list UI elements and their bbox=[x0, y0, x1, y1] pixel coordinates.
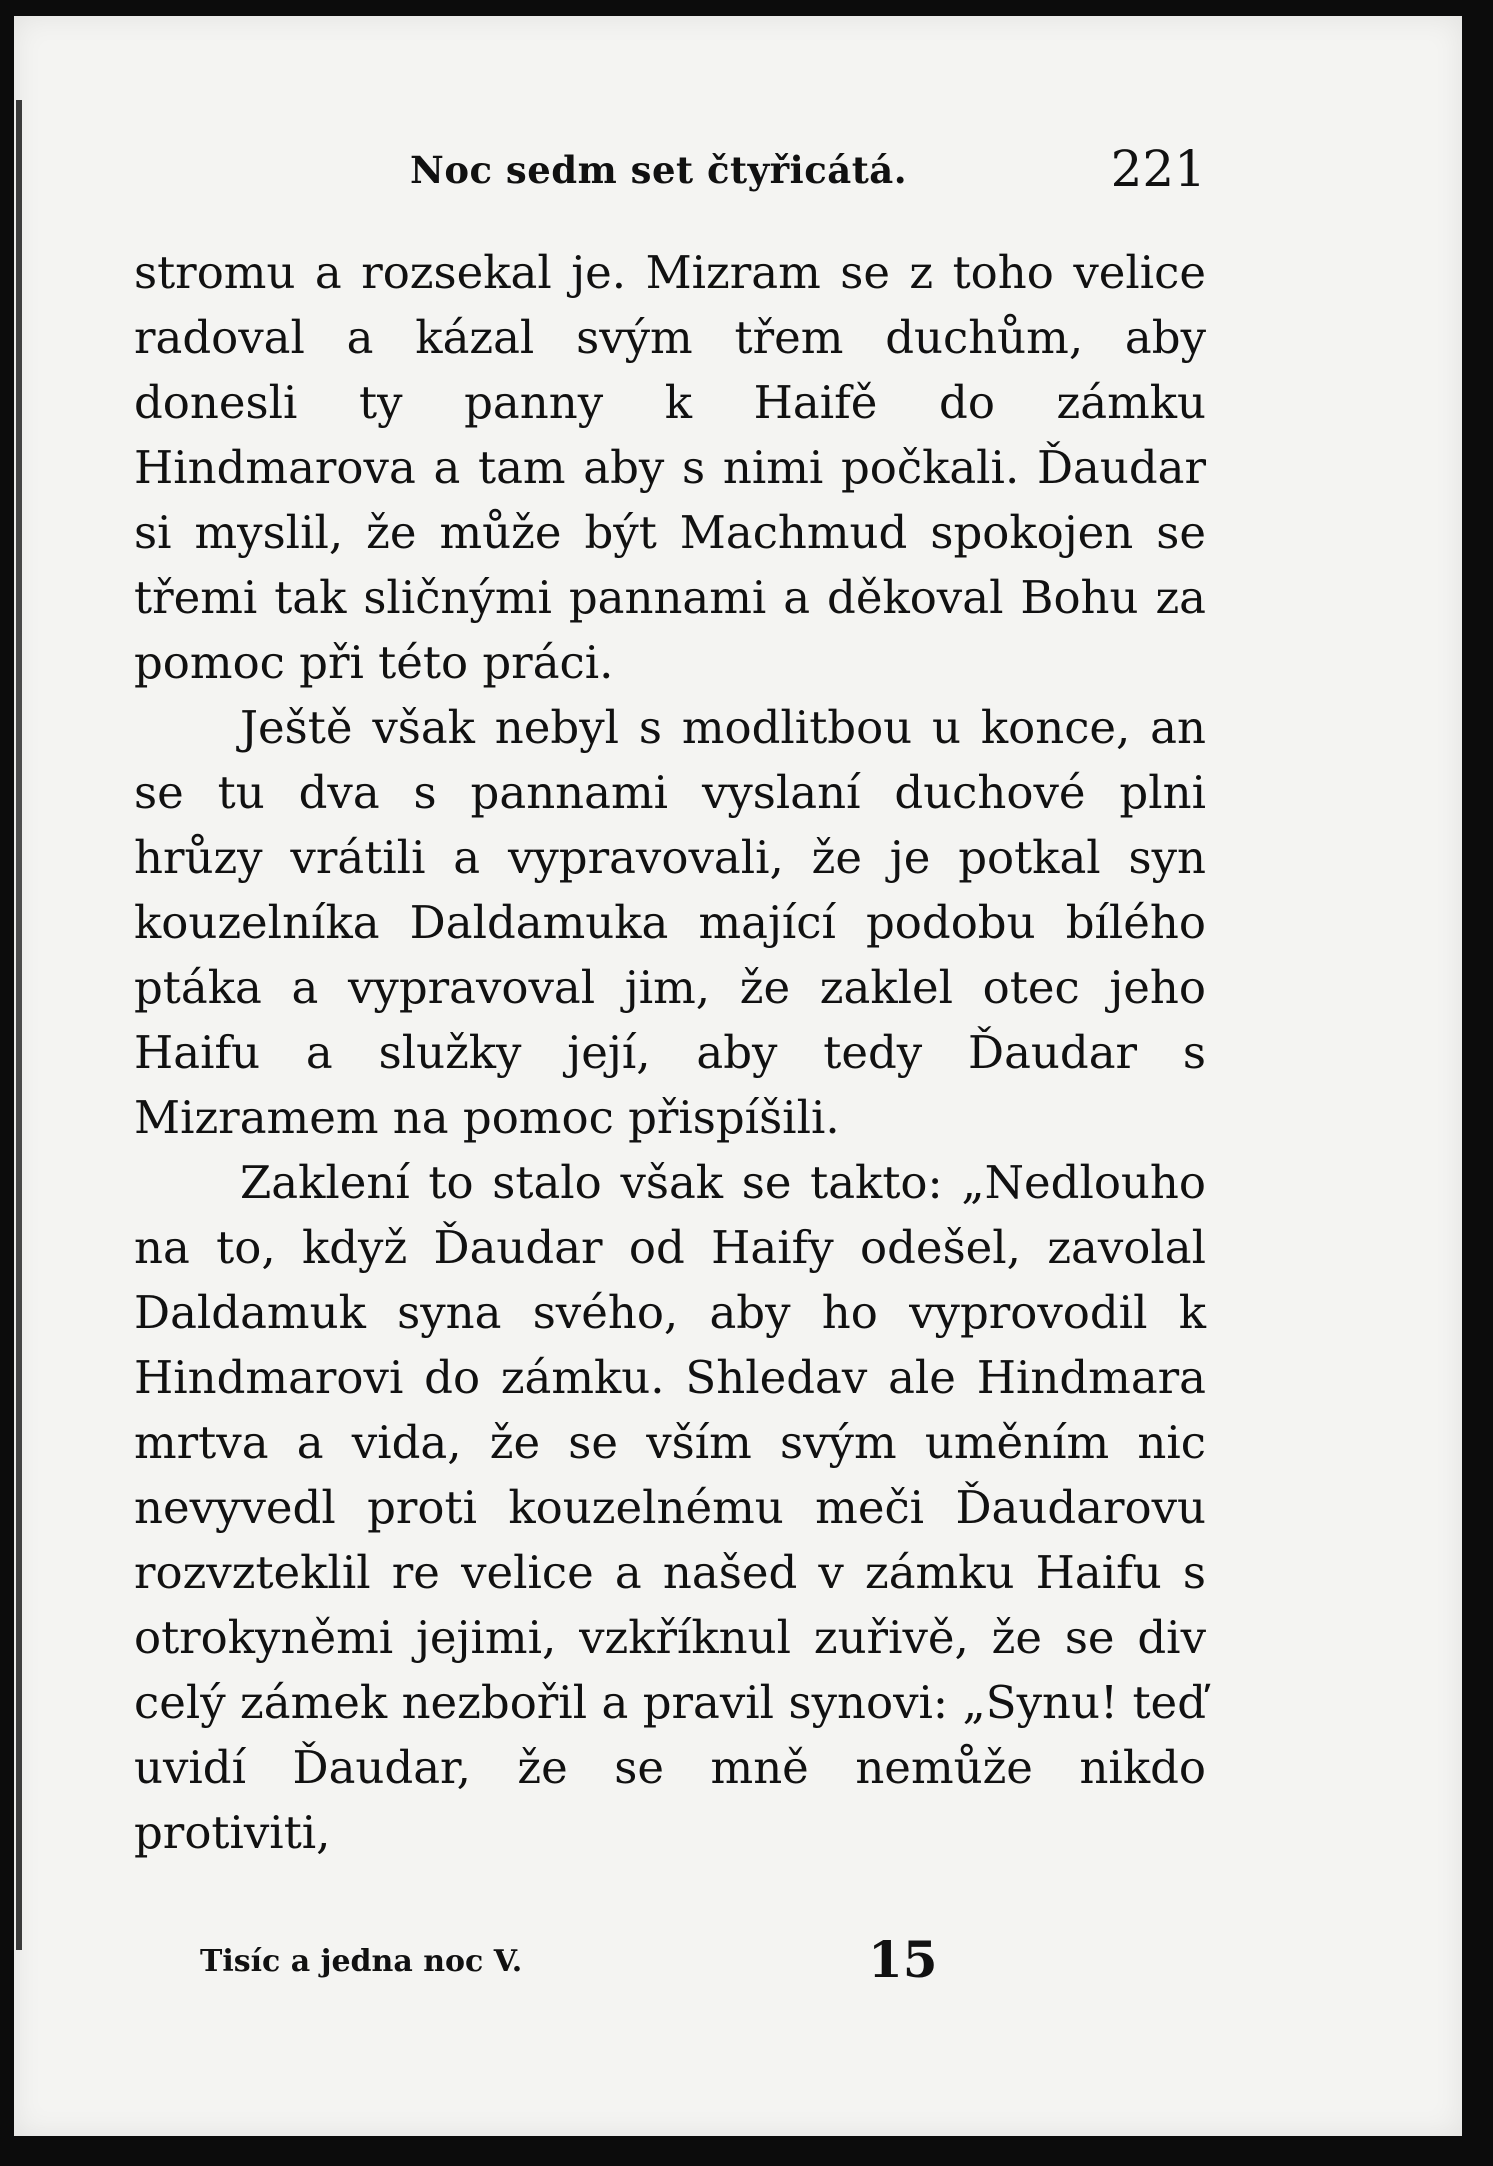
page-number: 221 bbox=[1110, 140, 1206, 198]
paragraph-2: Ještě však nebyl s modlitbou u konce, an se tu dva s pannami vyslaní duchové plni hrůzy vrátili a vypravovali, že je potkal syn kouzelníka Daldamuka mající podobu bílého ptáka a vypravoval jim, že zaklel otec jeho Haifu a služky její, aby tedy Ďaudar s Mizramem na pomoc přispíšili. bbox=[134, 701, 1206, 1144]
page-footer bbox=[200, 1930, 960, 1990]
signature-mark: 15 bbox=[868, 1930, 938, 1989]
paragraph-1: stromu a rozsekal je. Mizram se z toho velice radoval a kázal svým třem duchům, aby donesli ty panny k Haifě do zámku Hindmarova a tam aby s nimi počkali. Ďaudar si myslil, že může být Machmud spokojen se třemi tak sličnými pannami a děkoval Bohu za pomoc při této práci. bbox=[134, 246, 1206, 689]
page-binding-edge bbox=[16, 100, 22, 1950]
body-text bbox=[134, 240, 1206, 1865]
signature-title: Tisíc a jedna noc V. bbox=[200, 1944, 523, 1979]
running-title: Noc sedm set čtyřicátá. bbox=[410, 148, 908, 192]
page-dark-margin bbox=[1469, 0, 1493, 2166]
paragraph-3: Zaklení to stalo však se takto: „Nedlouho na to, když Ďaudar od Haify odešel, zavolal Daldamuk syna svého, aby ho vyprovodil k Hindmarovi do zámku. Shledav ale Hindmara mrtva a vida, že se vším svým uměním nic nevyvedl proti kouzelnému meči Ďaudarovu rozvzteklil re velice a našed v zámku Haifu s otrokyněmi jejimi, vzkříknul zuřivě, že se div celý zámek nezbořil a pravil synovi: „Synu! teď uvidí Ďaudar, že se mně nemůže nikdo protiviti, bbox=[134, 1156, 1206, 1859]
running-header bbox=[410, 140, 1206, 200]
